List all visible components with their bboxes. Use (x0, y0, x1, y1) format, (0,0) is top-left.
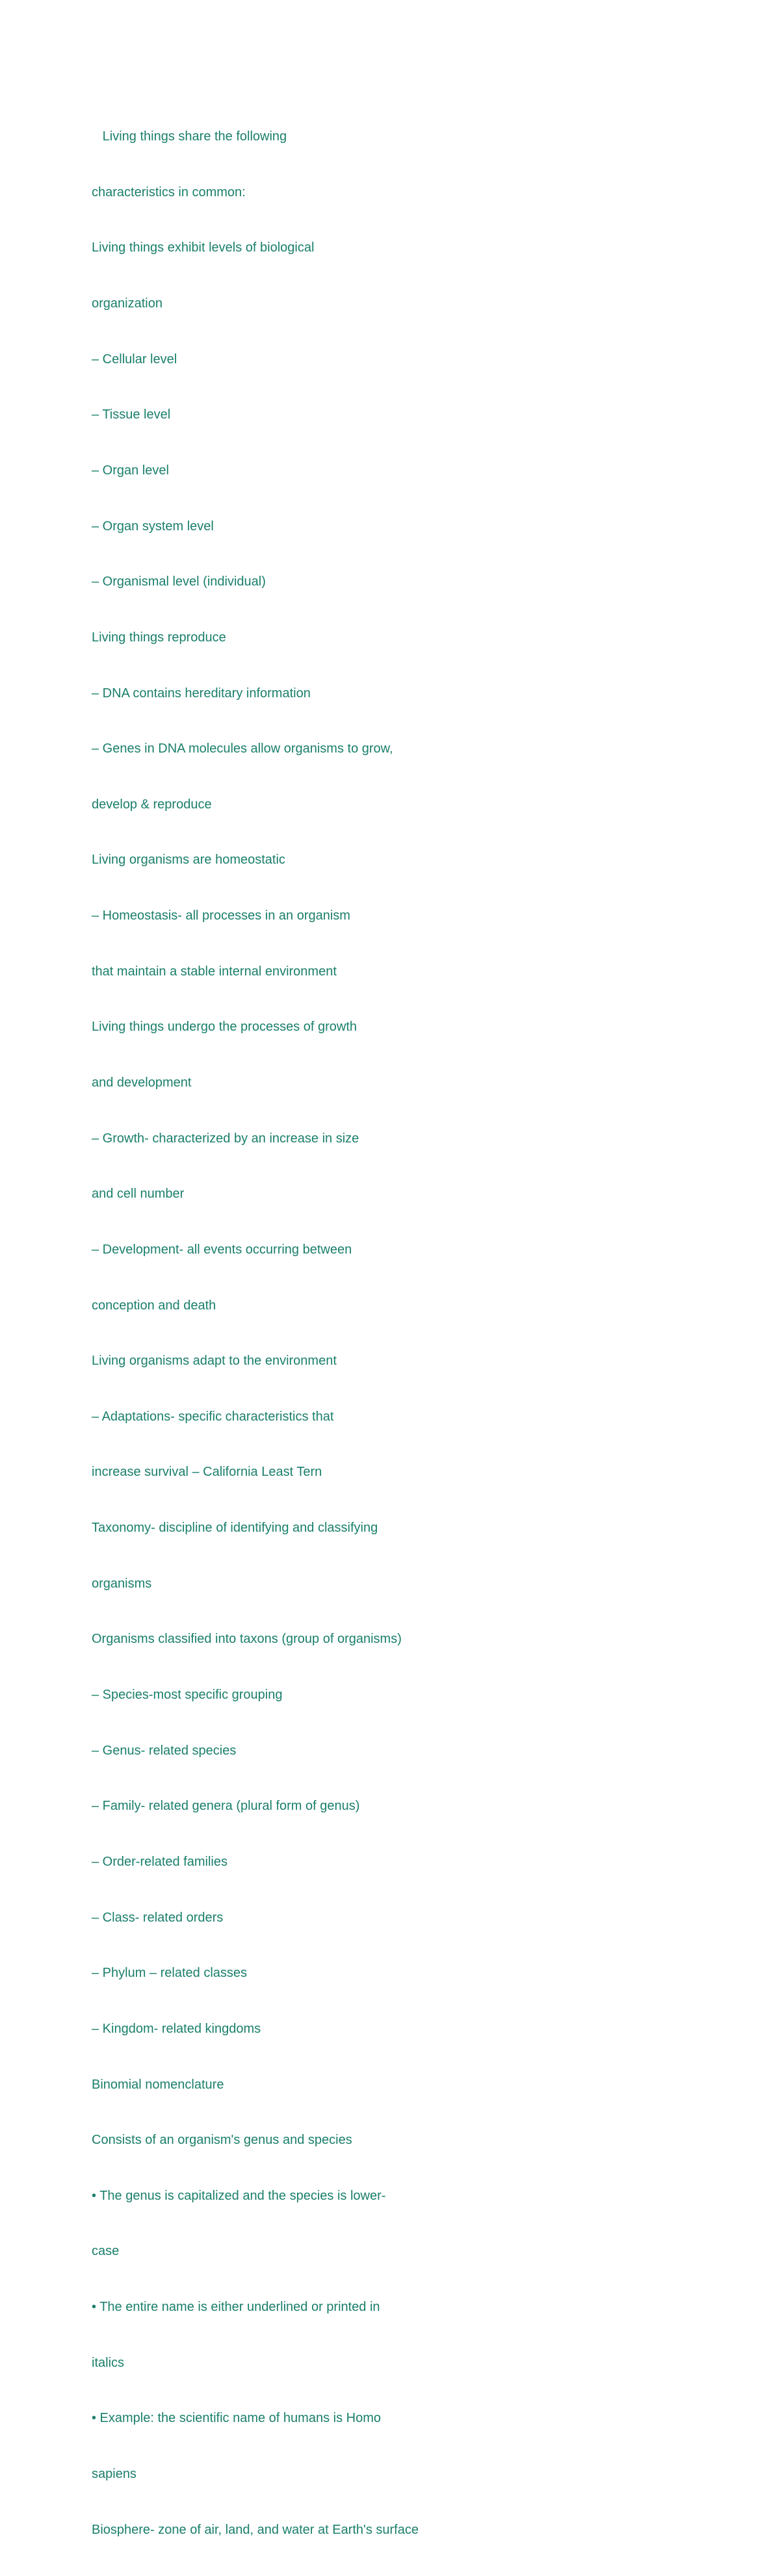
text-line: – Adaptations- specific characteristics that (92, 1409, 334, 1424)
text-line: Binomial nomenclature (92, 2077, 224, 2092)
text-line: – Species-most specific grouping (92, 1688, 283, 1703)
text-line: organisms (92, 1576, 152, 1591)
text-line: that maintain a stable internal environment (92, 964, 337, 979)
text-line: • The genus is capitalized and the species is lower- (92, 2188, 386, 2203)
text-line: • Example: the scientific name of humans is Homo (92, 2411, 381, 2426)
text-line: Living things share the following (92, 129, 287, 144)
text-line: – Kingdom- related kingdoms (92, 2021, 261, 2036)
text-line: – Homeostasis- all processes in an organism (92, 908, 350, 923)
text-line: – Phylum – related classes (92, 1966, 248, 1981)
text-line: Taxonomy- discipline of identifying and classifying (92, 1521, 378, 1536)
text-line: – Cellular level (92, 352, 177, 367)
text-line: italics (92, 2355, 125, 2370)
text-line: – Family- related genera (plural form of genus) (92, 1799, 360, 1814)
text-line: – Order-related families (92, 1854, 228, 1869)
text-line: – Genus- related species (92, 1743, 237, 1758)
text-line: and development (92, 1075, 192, 1090)
text-line: – Genes in DNA molecules allow organisms to grow, (92, 741, 393, 756)
text-line: organization (92, 296, 162, 311)
text-line: – Growth- characterized by an increase in size (92, 1131, 359, 1146)
text-line: Living organisms adapt to the environment (92, 1354, 337, 1369)
text-line: characteristics in common: (92, 185, 246, 200)
document-body-text (92, 90, 495, 2576)
text-line: Biosphere- zone of air, land, and water at Earth's surface (92, 2522, 419, 2537)
text-line: – Development- all events occurring between (92, 1242, 352, 1257)
text-line: and cell number (92, 1187, 185, 1202)
text-line: – DNA contains hereditary information (92, 686, 311, 701)
text-line: Organisms classified into taxons (group of organisms) (92, 1632, 402, 1647)
text-line: Living things reproduce (92, 630, 226, 645)
text-line: Living organisms are homeostatic (92, 853, 285, 868)
text-line: conception and death (92, 1298, 216, 1313)
text-line: Consists of an organism's genus and species (92, 2133, 352, 2148)
text-line: – Organismal level (individual) (92, 574, 266, 589)
text-line: Living things undergo the processes of growth (92, 1020, 358, 1035)
text-line: – Tissue level (92, 407, 171, 422)
text-line: increase survival – California Least Tern (92, 1465, 322, 1480)
text-line: – Organ level (92, 463, 169, 478)
text-line: – Organ system level (92, 519, 214, 534)
text-line: develop & reproduce (92, 797, 212, 812)
text-line: – Class- related orders (92, 1910, 224, 1925)
text-line: Living things exhibit levels of biological (92, 240, 315, 255)
text-line: sapiens (92, 2467, 136, 2481)
text-line: case (92, 2244, 120, 2259)
text-line: • The entire name is either underlined or printed in (92, 2300, 380, 2315)
